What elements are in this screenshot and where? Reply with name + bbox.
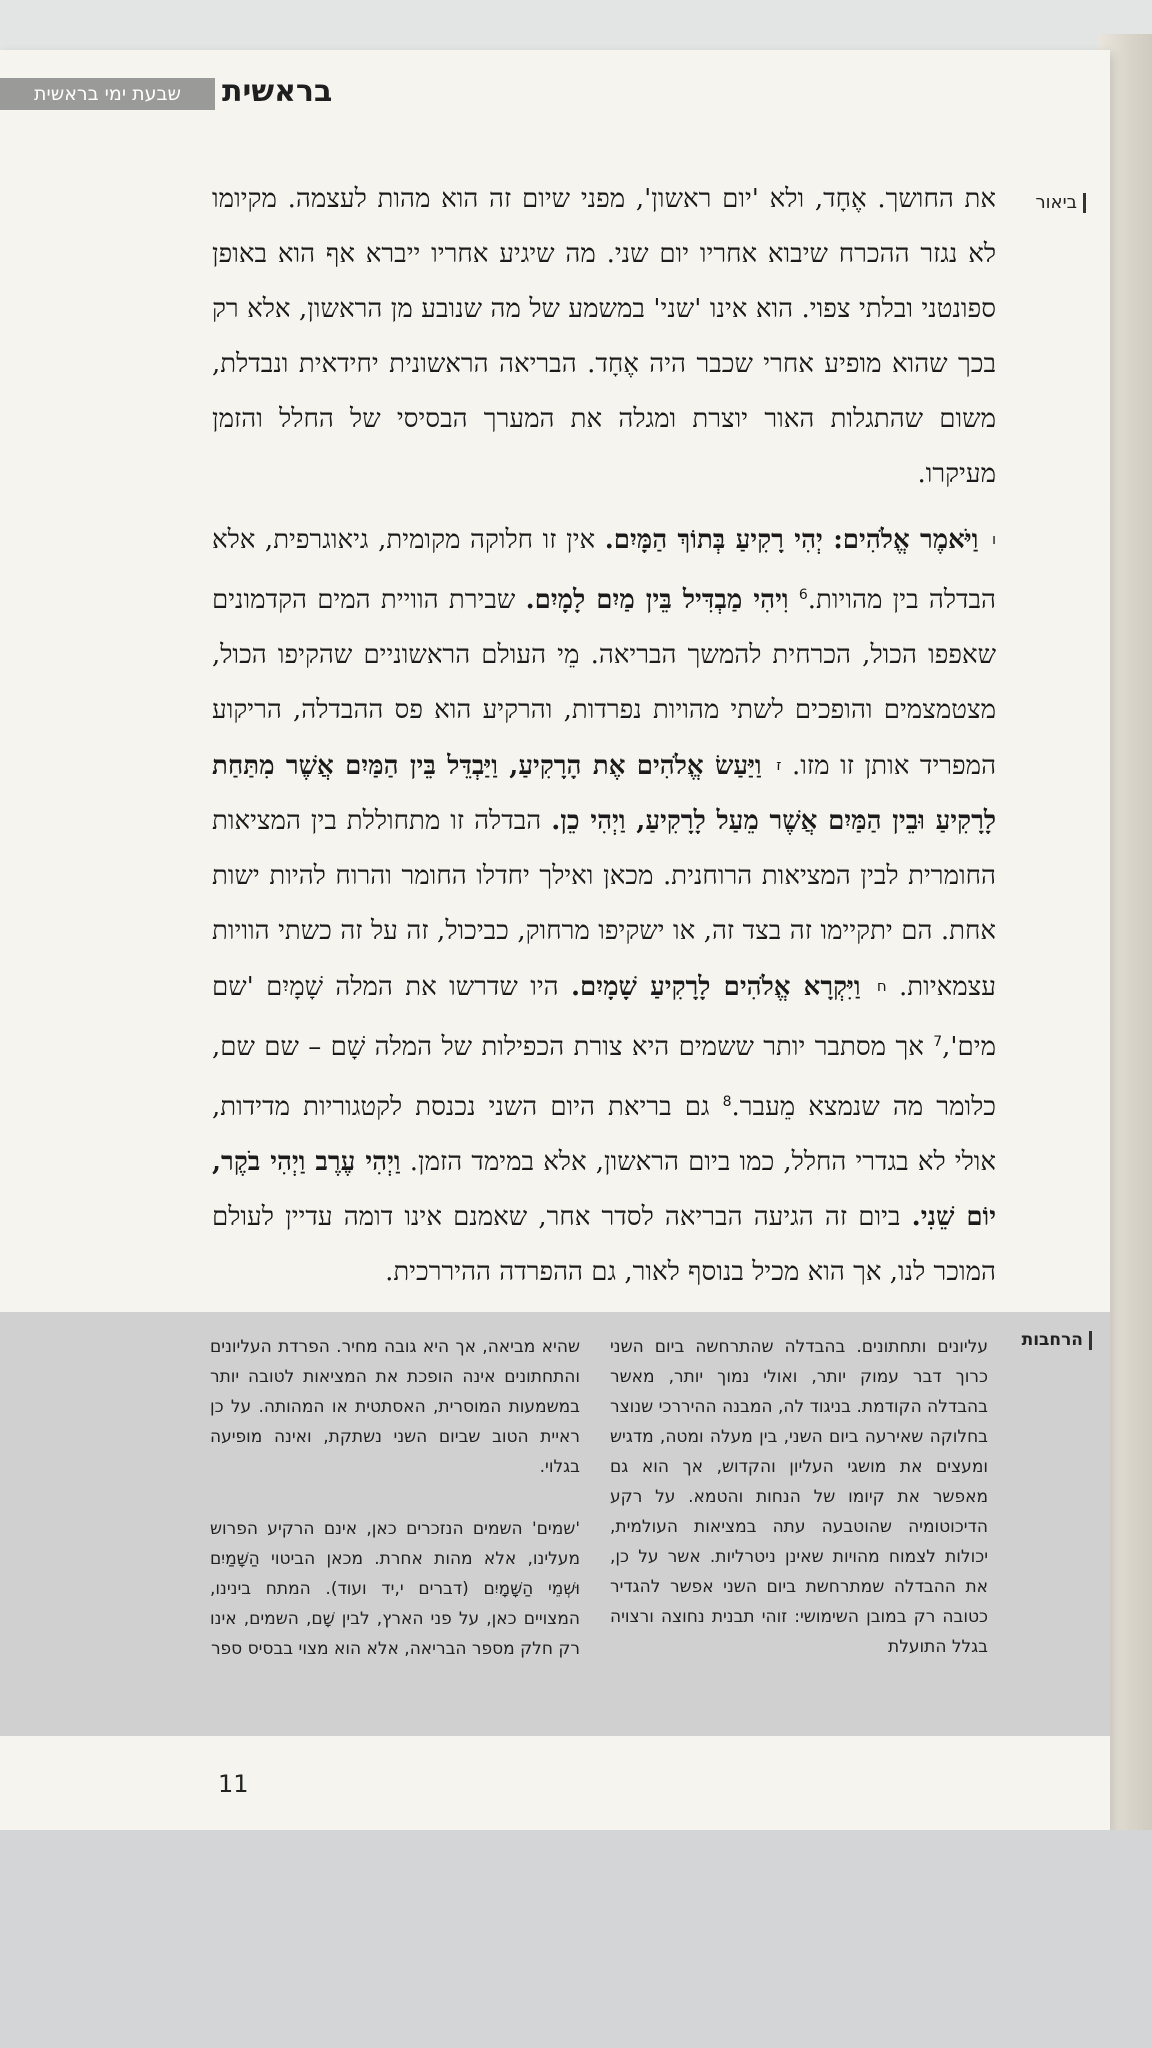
background-surface-bottom [0, 1830, 1152, 2048]
expansions-paragraph: שהיא מביאה, אך היא גובה מחיר. הפרדת העליונים והתחתונים אינה הופכת את המציאות לטובה יותר במשמעות המוסרית, האסתטית או המהותה. על כן ראיית הטוב שביום השני נשתקת, ואינה מופיעה בגלוי. [210, 1337, 580, 1477]
verse-number-6: ו [991, 530, 997, 548]
expansions-paragraph: עליונים ותחתונים. בהבדלה שהתרחשה ביום השני כרוך דבר עמוק יותר, ואולי נמוך יותר, מאשר בהבדלה הקודמת. בניגוד לה, המבנה ההיררכי שנוצר בחלוקה שאירעה ביום השני, בין מעלה ומטה, מדגיש ומעצים את מושגי העליון והקדוש, אך הוא גם מאפשר את קיומו של הנחות והטמא. על רקע הדיכוטומיה שהוטבעה עתה במציאות העולמית, יכולות לצמוח מהויות שאינן ניטרליות. אשר על כן, את ההבדלה שמתרחשת ביום השני אפשר להגדיר כטובה רק במובן השימושי: זוהי תבנית נחוצה ורצויה בגלל התועלת [610, 1337, 988, 1657]
commentary-label-text: ביאור [1035, 192, 1077, 213]
verse-number-8: ח [876, 977, 887, 995]
verse-6-quote: וַיֹּאמֶר אֱלֹהִים: יְהִי רָקִיעַ בְּתוֹךְ הַמָּיִם. [604, 525, 979, 555]
page-number: 11 [218, 1770, 249, 1798]
commentary-text: גם בריאת היום השני נכנסת לקטגוריות מדידות, אולי לא בגדרי החלל, כמו ביום הראשון, אלא במימד הזמן. [212, 1092, 996, 1177]
commentary-text: אין זו חלוקה מקומית, גיאוגרפית, אלא הבדלה בין מהויות. [212, 525, 997, 615]
verse-8-quote: וַיִּקְרָא אֱלֹהִים לָרָקִיעַ שָׁמָיִם. [571, 972, 861, 1002]
commentary-text: ביום זה הגיעה הבריאה לסדר אחר, שאמנם אינו דומה עדיין לעולם המוכר לנו, אך הוא מכיל בנוסף לאור, גם ההפרדה ההיררכית. [212, 1202, 996, 1287]
commentary-label [1010, 192, 1086, 213]
commentary-text: שבירת הוויית המים הקדמונים שאפפו הכול, הכרחית להמשך הבריאה. מֵי העולם הראשוניים שהקיפו הכול, מצטמצמים והופכים לשתי מהויות נפרדות, והרקיע הוא פס ההבדלה, הריקוע המפריד אותן זו מזו. [212, 585, 997, 781]
commentary-paragraph-2 [212, 512, 996, 1300]
expansions-label [1000, 1330, 1092, 1350]
label-divider-bar [1083, 193, 1086, 213]
verse-8b-quote: וַיְהִי עֶרֶב וַיְהִי בֹקֶר, יוֹם שֵׁנִי. [212, 1147, 997, 1232]
label-divider-bar [1089, 1331, 1092, 1350]
verse-number-7: ז [776, 756, 782, 774]
commentary-text: הבדלה זו מתחוללת בין המציאות החומרית לבין המציאות הרוחנית. מכאן ואילך יחדלו החומר והרוח להיות ישות אחת. הם יתקיימו זה בצד זה, או ישקיפו מרחוק, כביכול, זה על זה כשתי הוויות עצמאיות. [212, 806, 996, 1002]
expansions-column-right [610, 1332, 988, 1662]
footnote-ref-7: 7 [933, 1034, 943, 1050]
commentary-text: היו שדרשו את המלה שָׁמָיִם 'שם מים', [212, 972, 997, 1062]
commentary-body [212, 172, 996, 1300]
expansions-label-text: הרחבות [1021, 1330, 1083, 1350]
running-header-section: שבעת ימי בראשית [0, 78, 215, 110]
verse-7-quote: וַיַּעַשׂ אֱלֹהִים אֶת הָרָקִיעַ, וַיַּבְדֵּל בֵּין הַמַּיִם אֲשֶׁר מִתַּחַת לָרָקִיעַ וּבֵין הַמַּיִם אֲשֶׁר מֵעַל לָרָקִיעַ, וַיְהִי כֵן. [212, 751, 997, 836]
expansions-paragraph: 'שמים' השמים הנזכרים כאן, אינם הרקיע הפרוש מעלינו, אלא מהות אחרת. מכאן הביטוי הַשָּׁמַיִם וּשְׁמֵי הַשָּׁמָיִם (דברים י,יד ועוד). המתח בינינו, המצויים כאן, על פני הארץ, לבין שָׁם, השמים, אינו רק חלק מספר הבריאה, אלא הוא מצוי בבסיס ספר [210, 1519, 580, 1659]
running-header-book-title: בראשית [222, 74, 333, 109]
verse-6b-quote: וִיהִי מַבְדִּיל בֵּין מַיִם לָמָיִם. [525, 585, 789, 615]
footnote-ref-6: 6 [798, 587, 808, 603]
commentary-text: אך מסתבר יותר ששמים היא צורת הכפילות של המלה שָׁם – שם שם, כלומר מה שנמצא מֵעבר. [212, 1032, 997, 1122]
commentary-paragraph-1: את החושך. אֶחָד, ולא 'יום ראשון', מפני שיום זה הוא מהות לעצמה. מקיומו לא נגזר ההכרח שיבוא אחריו יום שני. מה שיגיע אחריו ייברא אף הוא באופן ספונטני ובלתי צפוי. הוא אינו 'שני' במשמע של מה שנובע מן הראשון, אלא רק בכך שהוא מופיע אחרי שכבר היה אֶחָד. הבריאה הראשונית יחידאית ונבדלת, משום שהתגלות האור יוצרת ומגלה את המערך הבסיסי של החלל והזמן מעיקרו. [212, 184, 996, 489]
expansions-column-left [210, 1332, 580, 1664]
footnote-ref-8: 8 [722, 1094, 732, 1110]
